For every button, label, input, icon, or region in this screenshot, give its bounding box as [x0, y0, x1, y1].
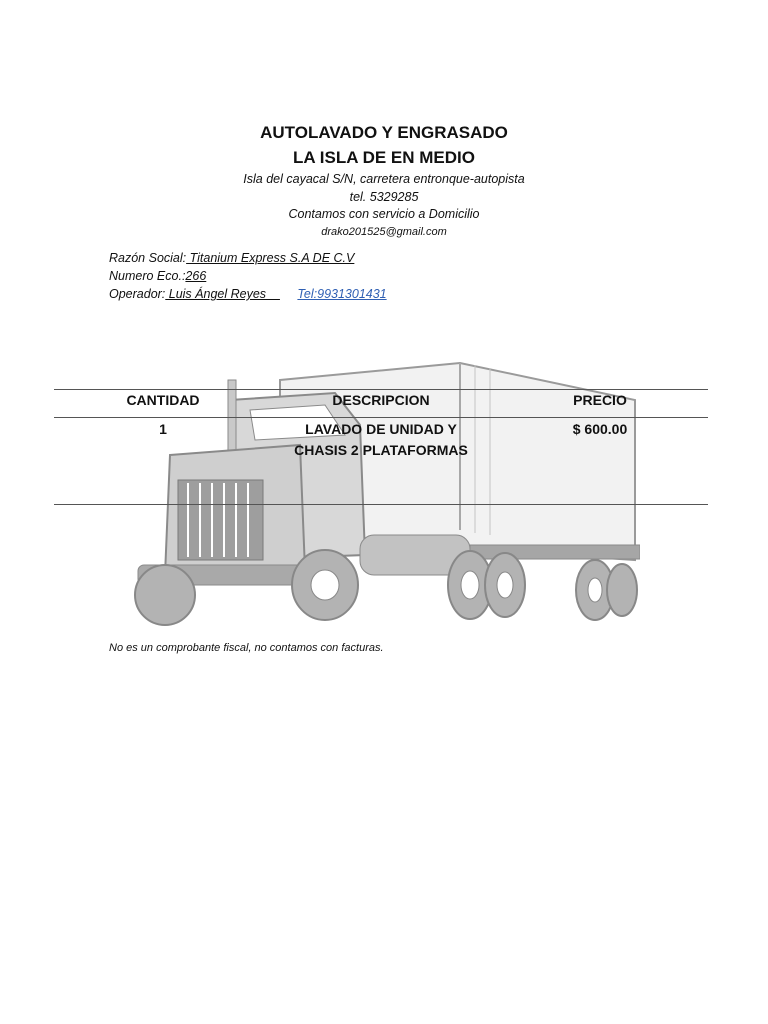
numero-eco-label: Numero Eco.: — [109, 269, 186, 283]
numero-eco-value: 266 — [185, 269, 207, 283]
operador-field — [109, 287, 387, 301]
service-note: Contamos con servicio a Domicilio — [288, 207, 480, 221]
row-descripcion-line2: CHASIS 2 PLATAFORMAS — [294, 442, 468, 458]
table-bottom-rule — [54, 504, 708, 505]
operador-label: Operador: — [109, 287, 166, 301]
razon-social-field — [109, 251, 354, 265]
address: Isla del cayacal S/N, carretera entronque-autopista — [243, 172, 525, 186]
header-precio: PRECIO — [573, 392, 627, 408]
email: drako201525@gmail.com — [321, 226, 447, 238]
table-top-rule — [54, 389, 708, 390]
business-subtitle: LA ISLA DE EN MEDIO — [293, 148, 475, 167]
numero-eco-field — [109, 269, 206, 283]
table-header-rule — [54, 417, 708, 418]
business-name: AUTOLAVADO Y ENGRASADO — [260, 123, 508, 142]
operador-value: Luis Ángel Reyes — [165, 287, 280, 301]
row-descripcion-line1: LAVADO DE UNIDAD Y — [305, 421, 457, 437]
row-cantidad: 1 — [159, 421, 167, 437]
razon-social-value: Titanium Express S.A DE C.V — [186, 251, 355, 265]
header-cantidad: CANTIDAD — [126, 392, 200, 408]
fiscal-note: No es un comprobante fiscal, no contamos con facturas. — [109, 642, 384, 654]
operador-phone-link[interactable]: Tel:9931301431 — [297, 287, 387, 301]
razon-social-label: Razón Social: — [109, 251, 187, 265]
row-precio: $ 600.00 — [572, 421, 628, 437]
header-descripcion: DESCRIPCION — [332, 392, 430, 408]
phone: tel. 5329285 — [349, 190, 419, 204]
